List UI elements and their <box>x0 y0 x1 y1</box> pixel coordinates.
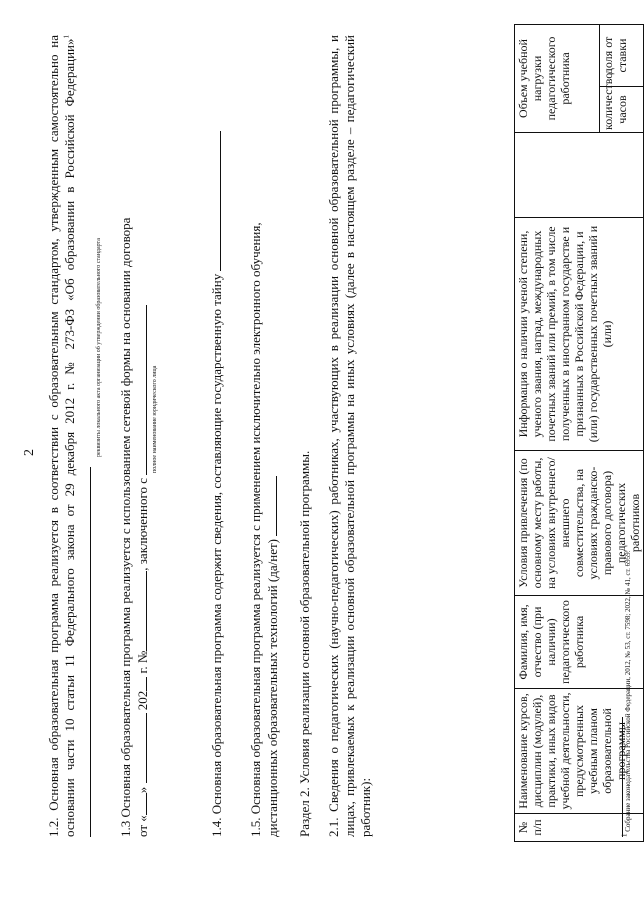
standard-requisites-caption: реквизиты локального акта организации об утверждении образовательного стандарта <box>96 238 102 457</box>
partner-name-blank <box>134 305 147 475</box>
header-empty-column <box>515 133 644 218</box>
state-secret-blank <box>208 131 221 271</box>
standard-requisites-blank <box>78 467 91 837</box>
paragraph-1-3 <box>118 35 151 837</box>
paragraph-1-5-line2: дистанционных образовательных технологий (да/нет) <box>265 539 280 837</box>
footnote-text: Собрание законодательства Российской Федерации, 2012, № 53, ст. 7598; 2022, № 41, ст. 6959. <box>624 550 632 832</box>
contract-year-blank <box>134 677 147 691</box>
header-rate-share: доля от ставки <box>599 24 643 86</box>
paragraph-1-4-text: 1.4. Основная образовательная программа содержит сведения, составляющие государственную тайну <box>209 273 224 837</box>
contract-day-blank <box>134 793 147 815</box>
header-degrees-awards: Информация о наличии ученой степени, ученого звания, наград, международных почетных званий или премий, в том числе полученных в иностранном государстве и признанных в Российской Федерации, и (или) государственных почетных званий и (или) <box>515 218 644 451</box>
header-teaching-load: Объем учебной нагрузки педагогического работника <box>515 24 600 132</box>
paragraph-1-2 <box>46 35 95 837</box>
header-course: Наименование курсов, дисциплин (модулей), практики, иных видов учебной деятельности, предусмотренных учебным планом образовательной программы <box>515 689 644 814</box>
contract-number-label: г. № <box>135 650 150 674</box>
paragraph-1-5-line1: 1.5. Основная образовательная программа реализуется с применением исключительно электронного обучения, <box>248 222 263 837</box>
partner-name-caption: полное наименование юридического лица <box>152 365 158 473</box>
paragraph-1-4 <box>208 35 225 837</box>
paragraph-1-5-line2-wrap <box>264 35 281 837</box>
section-2-heading: Раздел 2. Условия реализации основной образовательной программы. <box>297 450 312 837</box>
header-engagement-terms: Условия привлечения (по основному месту работы, на условиях внутреннего/внешнего совместительства, на условиях гражданско-правового договора) педагогических работников <box>515 451 644 596</box>
contract-month-blank <box>134 713 147 783</box>
footnote-reference: 1 <box>62 35 71 39</box>
remote-learning-blank <box>264 476 277 536</box>
paragraph-1-3-line1: 1.3 Основная образовательная программа реализуется с использованием сетевой формы на основании договора <box>118 217 133 837</box>
header-number: № п/п <box>515 814 644 842</box>
header-hours: количество часов <box>599 87 643 133</box>
footnote-divider <box>622 717 623 837</box>
footnote <box>620 550 633 837</box>
contract-date-from: от « <box>135 815 150 837</box>
footnote-mark: 1 <box>620 833 629 837</box>
paragraph-1-5 <box>248 35 281 837</box>
paragraph-1-2-text: 1.2. Основная образовательная программа реализуется в соответствии с образовательным стандартом, утвержденным самостоятельно на основании части 10 статьи 11 Федерального закона от 29 декабря 2012 г. № 273-ФЗ «Об образовании в Российской Федерации» <box>46 35 77 837</box>
concluded-with-label: , заключенного с <box>135 478 150 571</box>
header-teacher-name: Фамилия, имя, отчество (при наличии) педагогического работника <box>515 596 644 689</box>
paragraph-1-3-line2 <box>134 35 151 837</box>
paragraph-2-1: 2.1. Сведения о педагогических (научно-педагогических) работниках, участвующих в реализации основной образовательной программы, и лицах, привлекаемых к реализации основной образовательной программы на иных условиях (далее в настоящем разделе – педагогический работник): <box>326 35 373 837</box>
contract-number-blank <box>134 571 147 651</box>
contract-year: 202 <box>135 690 150 711</box>
table-header-row <box>515 24 600 841</box>
contract-quote-close: » <box>135 786 150 794</box>
page-number: 2 <box>22 449 37 456</box>
